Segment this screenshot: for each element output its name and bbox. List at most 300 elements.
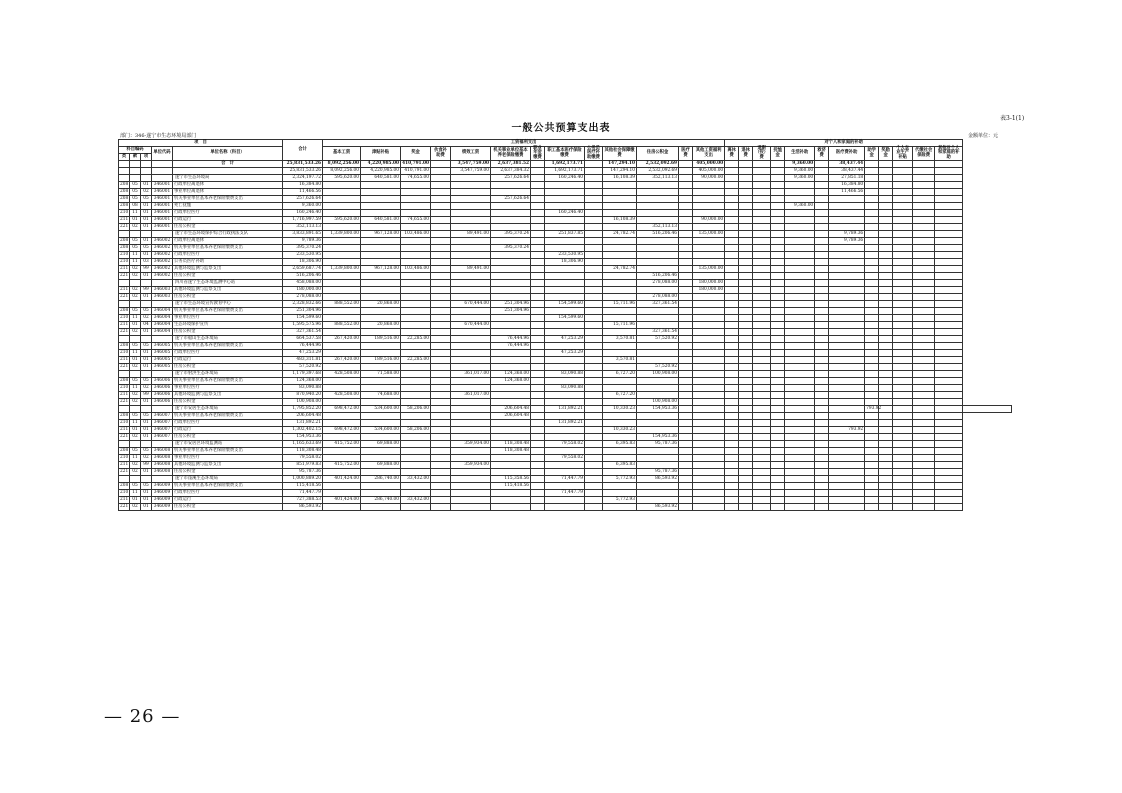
amount-cell: 22,285.00 (401, 357, 431, 364)
wage-col-header: 医疗费 (679, 147, 693, 161)
code-cell: 211 (120, 286, 129, 292)
code-cell: 210 (120, 454, 129, 460)
amount-cell: 1,339,800.00 (323, 231, 361, 238)
amount-cell: 74,688.00 (361, 392, 401, 399)
amount-cell (603, 364, 637, 371)
amount-cell (753, 343, 771, 350)
row-name-cell: 其他环境监测与监察支出 (173, 392, 283, 399)
code-cell: 99 (141, 462, 152, 469)
amount-cell (401, 273, 431, 280)
amount-cell: 160,246.40 (545, 175, 585, 182)
amount-cell (893, 497, 913, 504)
row-name-cell: 住房公积金 (173, 364, 283, 371)
amount-cell (431, 448, 451, 455)
amount-cell (829, 308, 865, 315)
amount-cell (361, 364, 401, 371)
amount-cell: 38,437.44 (829, 161, 865, 168)
amount-cell (865, 203, 879, 210)
amount-cell (913, 224, 935, 231)
code-cell: 05 (130, 308, 141, 315)
amount-cell (585, 483, 603, 490)
amount-cell (785, 336, 815, 343)
amount-cell: 1,795,852.20 (283, 406, 323, 413)
amount-cell: 483,311.81 (283, 357, 323, 364)
code-cell: 11 (130, 490, 141, 497)
amount-cell (913, 315, 935, 322)
amount-cell (679, 448, 693, 455)
amount-cell (637, 287, 679, 294)
amount-cell (693, 504, 725, 511)
code-cell: 208 (120, 181, 129, 187)
amount-cell (753, 259, 771, 266)
amount-cell (401, 329, 431, 336)
amount-cell (545, 273, 585, 280)
amount-cell (935, 322, 963, 329)
code-cell: 11 (130, 252, 141, 259)
amount-cell (361, 490, 401, 497)
amount-cell: 458,088.00 (283, 280, 323, 287)
table-row (119, 322, 1012, 329)
amount-cell (693, 238, 725, 245)
amount-cell (361, 203, 401, 210)
amount-cell (785, 329, 815, 336)
amount-cell (771, 273, 785, 280)
amount-cell (935, 392, 963, 399)
amount-cell (545, 217, 585, 224)
amount-cell (893, 350, 913, 357)
amount-cell (829, 441, 865, 448)
amount-cell (771, 203, 785, 210)
category-header: 类 (119, 154, 130, 161)
amount-cell (785, 273, 815, 280)
amount-cell (679, 196, 693, 203)
amount-cell (879, 294, 893, 301)
table-row (119, 357, 1012, 364)
table-row (119, 189, 1012, 196)
amount-cell (637, 357, 679, 364)
code-cell: 346006 (152, 378, 173, 385)
amount-cell (401, 196, 431, 203)
amount-cell (913, 217, 935, 224)
code-cell: 02 (130, 364, 141, 371)
amount-cell (585, 252, 603, 259)
amount-cell (829, 406, 865, 413)
code-cell: 01 (130, 217, 141, 224)
amount-cell (679, 469, 693, 476)
code-cell: 11 (130, 259, 141, 266)
amount-cell (753, 420, 771, 427)
amount-cell (815, 196, 829, 203)
amount-cell (865, 441, 879, 448)
amount-cell (401, 182, 431, 189)
code-cell: 05 (130, 245, 141, 252)
amount-cell (679, 364, 693, 371)
amount-cell (323, 504, 361, 511)
amount-cell (893, 371, 913, 378)
amount-cell (361, 504, 401, 511)
code-cell: 208 (120, 237, 129, 243)
code-cell: 210 (120, 349, 129, 355)
amount-cell (545, 392, 585, 399)
amount-cell (753, 252, 771, 259)
amount-cell (531, 434, 545, 441)
code-cell: 210 (120, 209, 129, 215)
amount-cell (603, 343, 637, 350)
amount-cell (451, 350, 491, 357)
amount-cell (815, 259, 829, 266)
amount-cell: 3,547,759.00 (451, 161, 491, 168)
amount-cell (585, 378, 603, 385)
wage-col-header: 绩效工资 (451, 147, 491, 161)
amount-cell (815, 308, 829, 315)
amount-cell: 6,395.83 (603, 462, 637, 469)
amount-cell (785, 497, 815, 504)
amount-cell (753, 238, 771, 245)
amount-cell (531, 259, 545, 266)
amount-cell (879, 196, 893, 203)
amount-cell (771, 252, 785, 259)
amount-cell (753, 329, 771, 336)
amount-cell (935, 357, 963, 364)
amount-cell (815, 469, 829, 476)
row-name-cell: 行政单位医疗 (173, 350, 283, 357)
amount-cell (865, 448, 879, 455)
amount-cell (637, 238, 679, 245)
amount-cell (865, 266, 879, 273)
amount-cell (451, 238, 491, 245)
amount-cell (753, 406, 771, 413)
amount-cell (893, 427, 913, 434)
amount-cell (879, 364, 893, 371)
amount-cell (679, 476, 693, 483)
amount-cell (491, 203, 531, 210)
amount-cell (323, 343, 361, 350)
amount-cell (753, 469, 771, 476)
amount-cell (361, 308, 401, 315)
code-cell: 01 (141, 350, 152, 357)
amount-cell (725, 189, 739, 196)
amount-cell (913, 189, 935, 196)
amount-cell (935, 406, 963, 413)
amount-cell (725, 469, 739, 476)
code-cell: 211 (120, 216, 129, 222)
amount-cell (739, 385, 753, 392)
amount-cell: 405,000.00 (693, 168, 725, 175)
amount-cell (637, 189, 679, 196)
amount-cell (879, 385, 893, 392)
amount-cell (771, 441, 785, 448)
amount-cell (603, 329, 637, 336)
amount-cell (913, 245, 935, 252)
amount-cell (815, 455, 829, 462)
code-cell: 02 (130, 294, 141, 301)
amount-cell (913, 252, 935, 259)
amount-cell (323, 483, 361, 490)
amount-cell (785, 301, 815, 308)
amount-cell: 9,360.00 (785, 175, 815, 182)
amount-cell: 154,953.36 (637, 406, 679, 413)
amount-cell (815, 385, 829, 392)
amount-cell: 135,000.00 (693, 231, 725, 238)
amount-cell (739, 504, 753, 511)
amount-cell (725, 462, 739, 469)
code-cell: 346003 (152, 287, 173, 294)
code-cell: 208 (120, 195, 129, 201)
amount-cell: 257,626.64 (491, 196, 531, 203)
amount-cell: 4,220,985.00 (361, 168, 401, 175)
amount-cell (893, 357, 913, 364)
amount-cell (451, 399, 491, 406)
family-col-header: 奖励金 (879, 147, 893, 161)
amount-cell (679, 462, 693, 469)
amount-cell (451, 413, 491, 420)
amount-cell (725, 455, 739, 462)
code-cell: 01 (141, 434, 152, 441)
amount-cell (545, 203, 585, 210)
amount-cell (771, 259, 785, 266)
amount-cell (935, 434, 963, 441)
amount-cell (361, 182, 401, 189)
amount-cell (491, 259, 531, 266)
row-name-cell: 遂宁市安居区环境监测站 (173, 441, 283, 448)
amount-cell (585, 315, 603, 322)
amount-cell (431, 252, 451, 259)
amount-cell (451, 476, 491, 483)
amount-cell (725, 350, 739, 357)
amount-cell (913, 280, 935, 287)
amount-cell (753, 441, 771, 448)
amount-cell (739, 301, 753, 308)
amount-cell (693, 364, 725, 371)
amount-cell (893, 455, 913, 462)
amount-cell (753, 315, 771, 322)
amount-cell: 25,831,533.26 (283, 168, 323, 175)
amount-cell (491, 252, 531, 259)
amount-cell: 233,530.95 (545, 252, 585, 259)
code-cell: 01 (141, 490, 152, 497)
code-cell (119, 231, 130, 238)
amount-cell (771, 315, 785, 322)
code-cell: 01 (141, 252, 152, 259)
code-cell: 01 (141, 399, 152, 406)
amount-cell (879, 336, 893, 343)
amount-cell (401, 420, 431, 427)
amount-cell (725, 448, 739, 455)
table-row (119, 392, 1012, 399)
amount-cell (693, 427, 725, 434)
amount-cell: 410,791.00 (401, 168, 431, 175)
amount-cell (913, 210, 935, 217)
amount-cell: 2,659,687.74 (283, 266, 323, 273)
table-row (119, 483, 1012, 490)
amount-cell (771, 266, 785, 273)
family-col-header: 救济费 (815, 147, 829, 161)
amount-cell (431, 273, 451, 280)
amount-cell (753, 189, 771, 196)
amount-cell (401, 469, 431, 476)
amount-cell (913, 476, 935, 483)
amount-cell (815, 301, 829, 308)
amount-cell: 16,384.80 (283, 182, 323, 189)
amount-cell (753, 399, 771, 406)
amount-cell (679, 245, 693, 252)
amount-cell (815, 182, 829, 189)
amount-cell (725, 399, 739, 406)
amount-cell (771, 420, 785, 427)
amount-cell (753, 490, 771, 497)
amount-cell (753, 266, 771, 273)
amount-cell (585, 196, 603, 203)
code-cell: 01 (141, 329, 152, 336)
code-cell: 99 (141, 392, 152, 399)
amount-cell (739, 217, 753, 224)
amount-cell: 888,552.00 (323, 301, 361, 308)
amount-cell (585, 322, 603, 329)
amount-cell (893, 259, 913, 266)
amount-cell (879, 189, 893, 196)
table-row (119, 399, 1012, 406)
amount-cell: 534,600.00 (361, 406, 401, 413)
amount-cell (785, 434, 815, 441)
code-cell: 346005 (152, 350, 173, 357)
amount-cell (753, 168, 771, 175)
amount-cell: 9,360.00 (785, 168, 815, 175)
amount-cell (491, 287, 531, 294)
code-cell: 346002 (152, 259, 173, 266)
amount-cell: 410,791.00 (402, 160, 430, 166)
wage-col-header: 职业年金缴费 (531, 147, 545, 161)
amount-cell (491, 280, 531, 287)
amount-cell (815, 175, 829, 182)
wage-col-header: 机关事业单位基本养老保险缴费 (491, 147, 531, 161)
amount-cell: 69,888.00 (361, 441, 401, 448)
amount-cell (865, 259, 879, 266)
amount-cell (815, 168, 829, 175)
amount-cell (865, 490, 879, 497)
amount-cell (753, 301, 771, 308)
amount-cell: 257,626.64 (283, 196, 323, 203)
amount-cell (725, 378, 739, 385)
amount-cell (829, 462, 865, 469)
amount-cell: 24,782.74 (603, 266, 637, 273)
amount-cell: 1,302,402.15 (283, 427, 323, 434)
amount-cell: 206,604.48 (283, 413, 323, 420)
amount-cell (879, 315, 893, 322)
amount-cell: 395,370.24 (283, 245, 323, 252)
amount-cell (679, 434, 693, 441)
code-cell: 221 (120, 363, 129, 369)
amount-cell (585, 490, 603, 497)
amount-cell: 278,088.00 (637, 294, 679, 301)
amount-cell (603, 252, 637, 259)
amount-cell (829, 301, 865, 308)
code-cell: 346004 (152, 315, 173, 322)
amount-cell: 327,361.54 (283, 329, 323, 336)
amount-cell (679, 224, 693, 231)
code-cell (130, 406, 141, 413)
amount-cell (739, 259, 753, 266)
wage-col-header: 住房公积金 (637, 147, 679, 161)
amount-cell: 83,090.88 (283, 385, 323, 392)
amount-cell (913, 434, 935, 441)
row-name-cell: 公务员医疗补助 (173, 259, 283, 266)
table-body (119, 161, 1012, 511)
amount-cell (913, 392, 935, 399)
amount-cell (753, 448, 771, 455)
amount-cell (725, 413, 739, 420)
amount-cell (545, 434, 585, 441)
amount-cell (893, 336, 913, 343)
amount-cell (585, 357, 603, 364)
table-row (119, 406, 1012, 413)
amount-cell (679, 413, 693, 420)
amount-cell (815, 287, 829, 294)
amount-cell (879, 175, 893, 182)
amount-cell (531, 161, 545, 168)
amount-cell (491, 315, 531, 322)
code-cell: 208 (120, 412, 129, 418)
amount-cell (785, 294, 815, 301)
code-cell: 221 (120, 433, 129, 439)
amount-cell: 359,934.00 (451, 462, 491, 469)
code-cell: 208 (120, 377, 129, 383)
amount-cell (361, 238, 401, 245)
amount-cell: 359,934.00 (451, 441, 491, 448)
amount-cell (693, 413, 725, 420)
amount-cell (361, 455, 401, 462)
amount-cell (935, 371, 963, 378)
table-row (119, 497, 1012, 504)
amount-cell (913, 322, 935, 329)
amount-cell: 89,491.00 (451, 266, 491, 273)
amount-cell (893, 210, 913, 217)
amount-cell (545, 364, 585, 371)
amount-cell (785, 448, 815, 455)
amount-cell (753, 497, 771, 504)
amount-cell (879, 455, 893, 462)
row-name-cell: 其他环境监测与监察支出 (173, 462, 283, 469)
row-name-cell: 住房公积金 (173, 434, 283, 441)
amount-cell (785, 280, 815, 287)
amount-cell (679, 343, 693, 350)
amount-cell (725, 287, 739, 294)
amount-cell (785, 455, 815, 462)
amount-cell (829, 490, 865, 497)
amount-cell (401, 455, 431, 462)
code-cell: 05 (130, 189, 141, 196)
amount-cell (401, 238, 431, 245)
amount-cell: 361,017.00 (451, 392, 491, 399)
amount-cell (893, 343, 913, 350)
amount-cell (451, 336, 491, 343)
code-cell: 346001 (152, 203, 173, 210)
amount-cell (893, 203, 913, 210)
amount-cell (829, 392, 865, 399)
amount-cell (679, 266, 693, 273)
amount-cell (679, 168, 693, 175)
amount-cell (585, 399, 603, 406)
amount-cell (815, 203, 829, 210)
amount-cell (753, 504, 771, 511)
table-row (119, 175, 1012, 182)
amount-cell (753, 196, 771, 203)
amount-cell (879, 469, 893, 476)
amount-cell (913, 371, 935, 378)
amount-cell (637, 308, 679, 315)
amount-cell (865, 378, 879, 385)
amount-cell (323, 420, 361, 427)
amount-cell (739, 161, 753, 168)
